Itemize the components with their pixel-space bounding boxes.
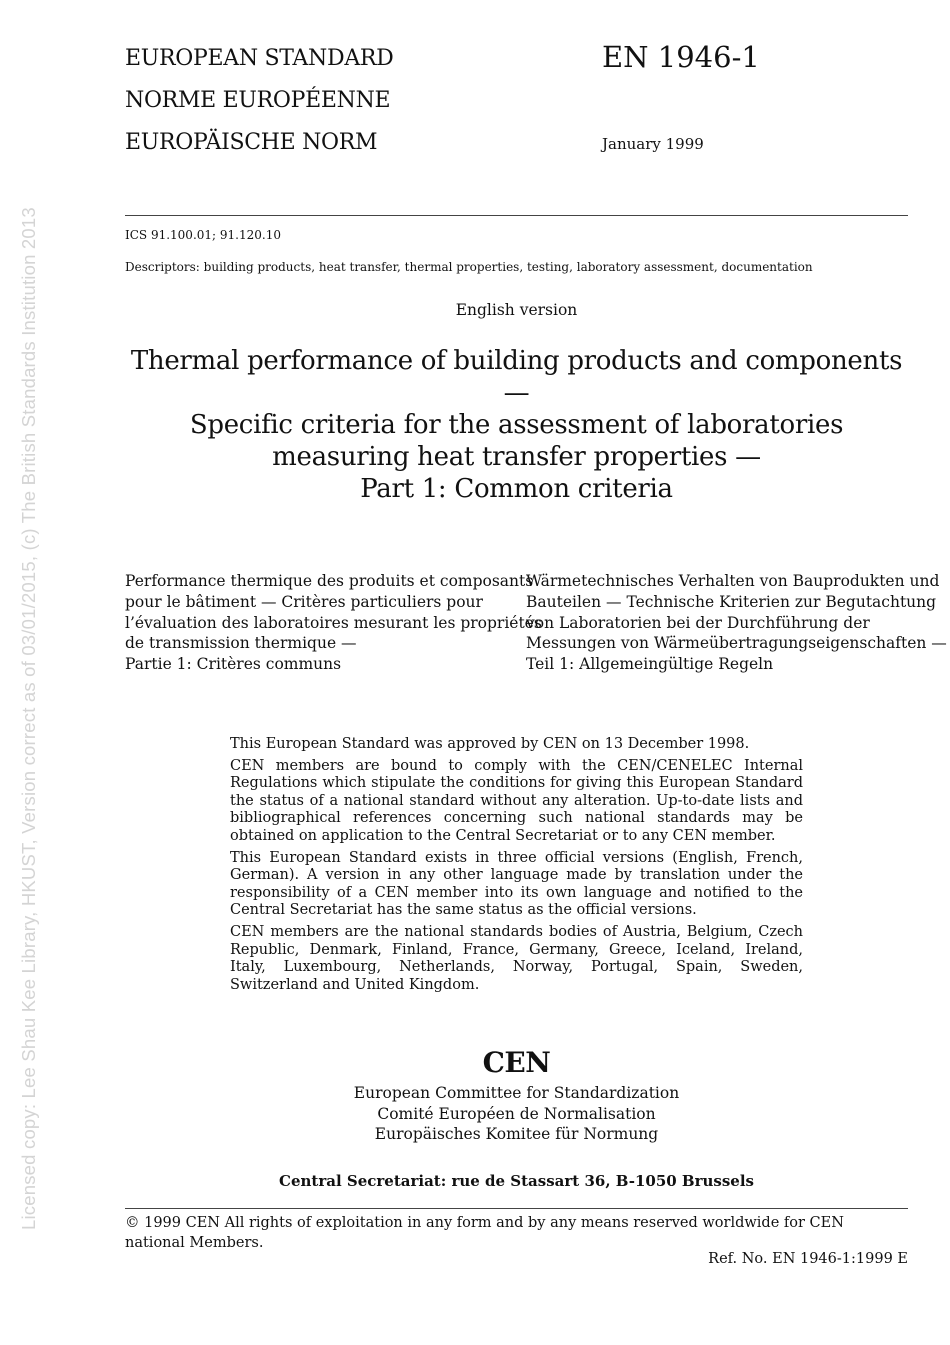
cen-name-line: Europäisches Komitee für Normung (374, 1125, 659, 1144)
cen-name-line: Comité Européen de Normalisation (377, 1104, 656, 1123)
title-line: Thermal performance of building products and components — (130, 346, 903, 408)
german-title (526, 571, 947, 675)
approval-paragraph: CEN members are the national standards bodies of Austria, Belgium, Czech Republic, Denmark, Finland, France, Germany, Greece, Iceland, Ireland, Italy, Luxembourg, Netherlands, Norway, Portugal, Spain, Sweden, Switzerland and United Kingdom. (230, 923, 803, 993)
title-line: Part 1: Common criteria (360, 474, 673, 504)
standard-name-english: EUROPEAN STANDARD (125, 46, 394, 71)
french-title (125, 571, 542, 675)
header-divider (125, 215, 908, 216)
cen-names (125, 1083, 908, 1145)
approval-notice (230, 736, 803, 998)
standard-number: EN 1946-1 (602, 40, 760, 74)
title-line: measuring heat transfer properties — (272, 442, 761, 472)
approval-paragraph: This European Standard exists in three official versions (English, French, German). A version in any other language made by translation under the responsibility of a CEN member into its own language and notified to the Central Secretariat has the same status as the official versions. (230, 849, 803, 919)
french-title-line: Performance thermique des produits et composants (125, 572, 534, 590)
german-title-line: Bauteilen — Technische Kriterien zur Begutachtung (526, 592, 937, 611)
approval-paragraph: This European Standard was approved by CEN on 13 December 1998. (230, 736, 750, 752)
french-title-line: de transmission thermique — (125, 634, 357, 653)
german-title-line: Teil 1: Allgemeingültige Regeln (526, 655, 774, 674)
version-label: English version (455, 301, 578, 319)
footer-divider (125, 1208, 908, 1209)
cen-logo: CEN (482, 1046, 551, 1079)
german-title-line: von Laboratorien bei der Durchführung der (526, 613, 870, 632)
german-title-line: Messungen von Wärmeübertragungseigenschaften — (526, 634, 947, 653)
french-title-line: l’évaluation des laboratoires mesurant les propriétés (125, 613, 542, 632)
standard-name-german: EUROPÄISCHE NORM (125, 130, 378, 155)
copyright-notice: © 1999 CEN All rights of exploitation in any form and by any means reserved worldwide for CEN national Members. (125, 1215, 844, 1251)
reference-number: Ref. No. EN 1946-1:1999 E (708, 1251, 908, 1267)
license-watermark: Licensed copy: Lee Shau Kee Library, HKUST, Version correct as of 03/01/2015, (c) The British Standards Institution 2013 (18, 207, 39, 1230)
french-title-line: pour le bâtiment — Critères particuliers pour (125, 592, 483, 611)
publication-date: January 1999 (602, 135, 704, 153)
german-title-line: Wärmetechnisches Verhalten von Bauprodukten und (526, 572, 940, 590)
descriptors: Descriptors: building products, heat transfer, thermal properties, testing, laboratory assessment, documentation (125, 260, 813, 274)
ics-codes: ICS 91.100.01; 91.120.10 (125, 228, 281, 242)
french-title-line: Partie 1: Critères communs (125, 655, 342, 674)
title-line: Specific criteria for the assessment of laboratories (189, 410, 844, 440)
central-secretariat-address: Central Secretariat: rue de Stassart 36, B-1050 Brussels (279, 1172, 754, 1190)
cen-name-line: European Committee for Standardization (353, 1084, 680, 1102)
standard-name-french: NORME EUROPÉENNE (125, 88, 391, 113)
approval-paragraph: CEN members are bound to comply with the CEN/CENELEC Internal Regulations which stipulate the conditions for giving this European Standard the status of a national standard without any alteration. Up-to-date lists and bibliographical references concerning such national standards may be obtained on application to the Central Secretariat or to any CEN member. (230, 757, 803, 844)
document-title (125, 345, 908, 505)
